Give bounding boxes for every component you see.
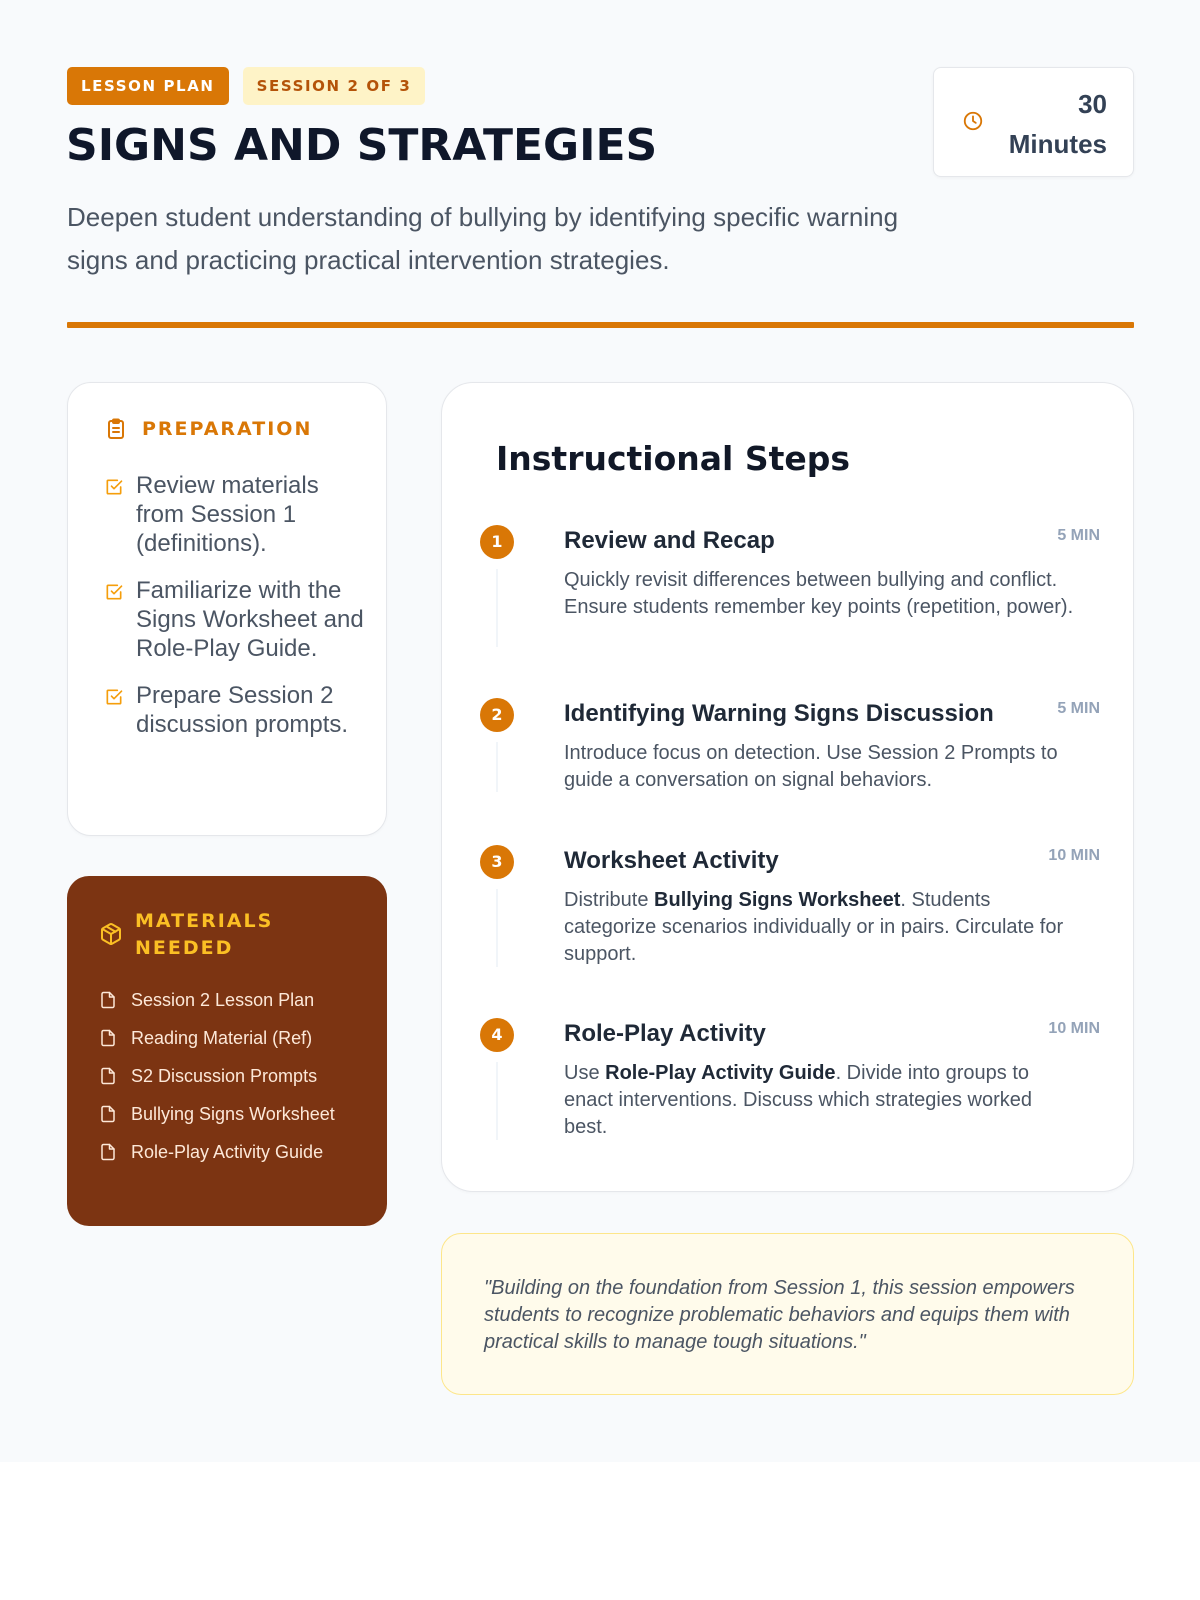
materials-item-text: Bullying Signs Worksheet (131, 1104, 335, 1124)
step-duration: 5 MIN (1057, 700, 1100, 717)
checkbox-icon (104, 687, 124, 707)
lesson-plan-badge: LESSON PLAN (67, 67, 229, 105)
step-number: 2 (480, 698, 514, 732)
clock-icon (962, 110, 984, 132)
step-item (480, 525, 1100, 665)
step-description: Distribute Bullying Signs Worksheet. Students categorize scenarios individually or in pairs. Circulate for support. (564, 889, 1064, 965)
materials-item (99, 988, 369, 1012)
step-duration: 10 MIN (1048, 1020, 1100, 1037)
materials-item-text: S2 Discussion Prompts (131, 1066, 318, 1086)
step-duration: 10 MIN (1048, 847, 1100, 864)
document-icon (99, 1066, 117, 1086)
step-description: Quickly revisit differences between bullying and conflict. Ensure students remember key points (repetition, power). (564, 569, 1074, 618)
materials-header (99, 908, 305, 962)
materials-item (99, 1140, 369, 1164)
quote-card (441, 1233, 1134, 1395)
materials-item (99, 1102, 369, 1126)
preparation-item-text: Familiarize with the Signs Worksheet and Role-Play Guide. (136, 577, 364, 662)
preparation-header (104, 417, 312, 441)
materials-item-text: Reading Material (Ref) (131, 1028, 313, 1048)
duration-text (1009, 84, 1107, 164)
step-title: Identifying Warning Signs Discussion (564, 700, 994, 727)
step-connector (496, 742, 498, 792)
document-icon (99, 1104, 117, 1124)
page-subtitle: Deepen student understanding of bullying by identifying specific warning signs and practicing practical intervention strategies. (67, 202, 899, 275)
materials-item-text: Session 2 Lesson Plan (131, 990, 315, 1010)
materials-card (67, 876, 387, 1226)
quote-text: "Building on the foundation from Session 1, this session empowers students to recognize problematic behaviors and equips them with practical skills to manage tough situations." (484, 1277, 1075, 1353)
instructional-steps-card (441, 382, 1134, 1192)
checkbox-icon (104, 582, 124, 602)
package-icon (99, 922, 123, 946)
step-duration: 5 MIN (1057, 527, 1100, 544)
checkbox-icon (104, 477, 124, 497)
materials-title: MATERIALS NEEDED (135, 910, 274, 959)
header-badges (67, 67, 425, 105)
step-number: 4 (480, 1018, 514, 1052)
materials-item (99, 1026, 369, 1050)
document-icon (99, 1142, 117, 1162)
document-icon (99, 1028, 117, 1048)
preparation-item-text: Prepare Session 2 discussion prompts. (136, 682, 349, 738)
step-title: Role-Play Activity (564, 1020, 766, 1047)
step-description: Introduce focus on detection. Use Session 2 Prompts to guide a conversation on signal behaviors. (564, 742, 1058, 791)
steps-title: Instructional Steps (496, 439, 851, 478)
duration-unit: Minutes (1008, 129, 1107, 159)
preparation-item (104, 576, 364, 663)
step-connector (496, 569, 498, 647)
header-divider (67, 322, 1134, 328)
preparation-title: PREPARATION (142, 418, 313, 440)
clipboard-icon (104, 417, 128, 441)
duration-card (933, 67, 1134, 177)
preparation-item-text: Review materials from Session 1 (definitions). (136, 472, 319, 557)
page-title: SIGNS AND STRATEGIES (66, 120, 658, 171)
step-description: Use Role-Play Activity Guide. Divide into groups to enact interventions. Discuss which strategies worked best. (564, 1062, 1032, 1138)
step-number: 3 (480, 845, 514, 879)
materials-list (99, 988, 369, 1178)
materials-item-text: Role-Play Activity Guide (131, 1142, 324, 1162)
preparation-list (104, 471, 364, 757)
step-title: Worksheet Activity (564, 847, 779, 874)
session-badge: SESSION 2 OF 3 (243, 67, 426, 105)
step-item (480, 1018, 1100, 1158)
preparation-card (67, 382, 387, 836)
step-number: 1 (480, 525, 514, 559)
step-connector (496, 1062, 498, 1140)
preparation-item (104, 471, 364, 558)
preparation-item (104, 681, 364, 739)
step-item (480, 845, 1100, 985)
duration-value: 30 (1078, 89, 1107, 119)
document-icon (99, 990, 117, 1010)
step-title: Review and Recap (564, 527, 775, 554)
materials-item (99, 1064, 369, 1088)
step-connector (496, 889, 498, 967)
step-item (480, 698, 1100, 808)
